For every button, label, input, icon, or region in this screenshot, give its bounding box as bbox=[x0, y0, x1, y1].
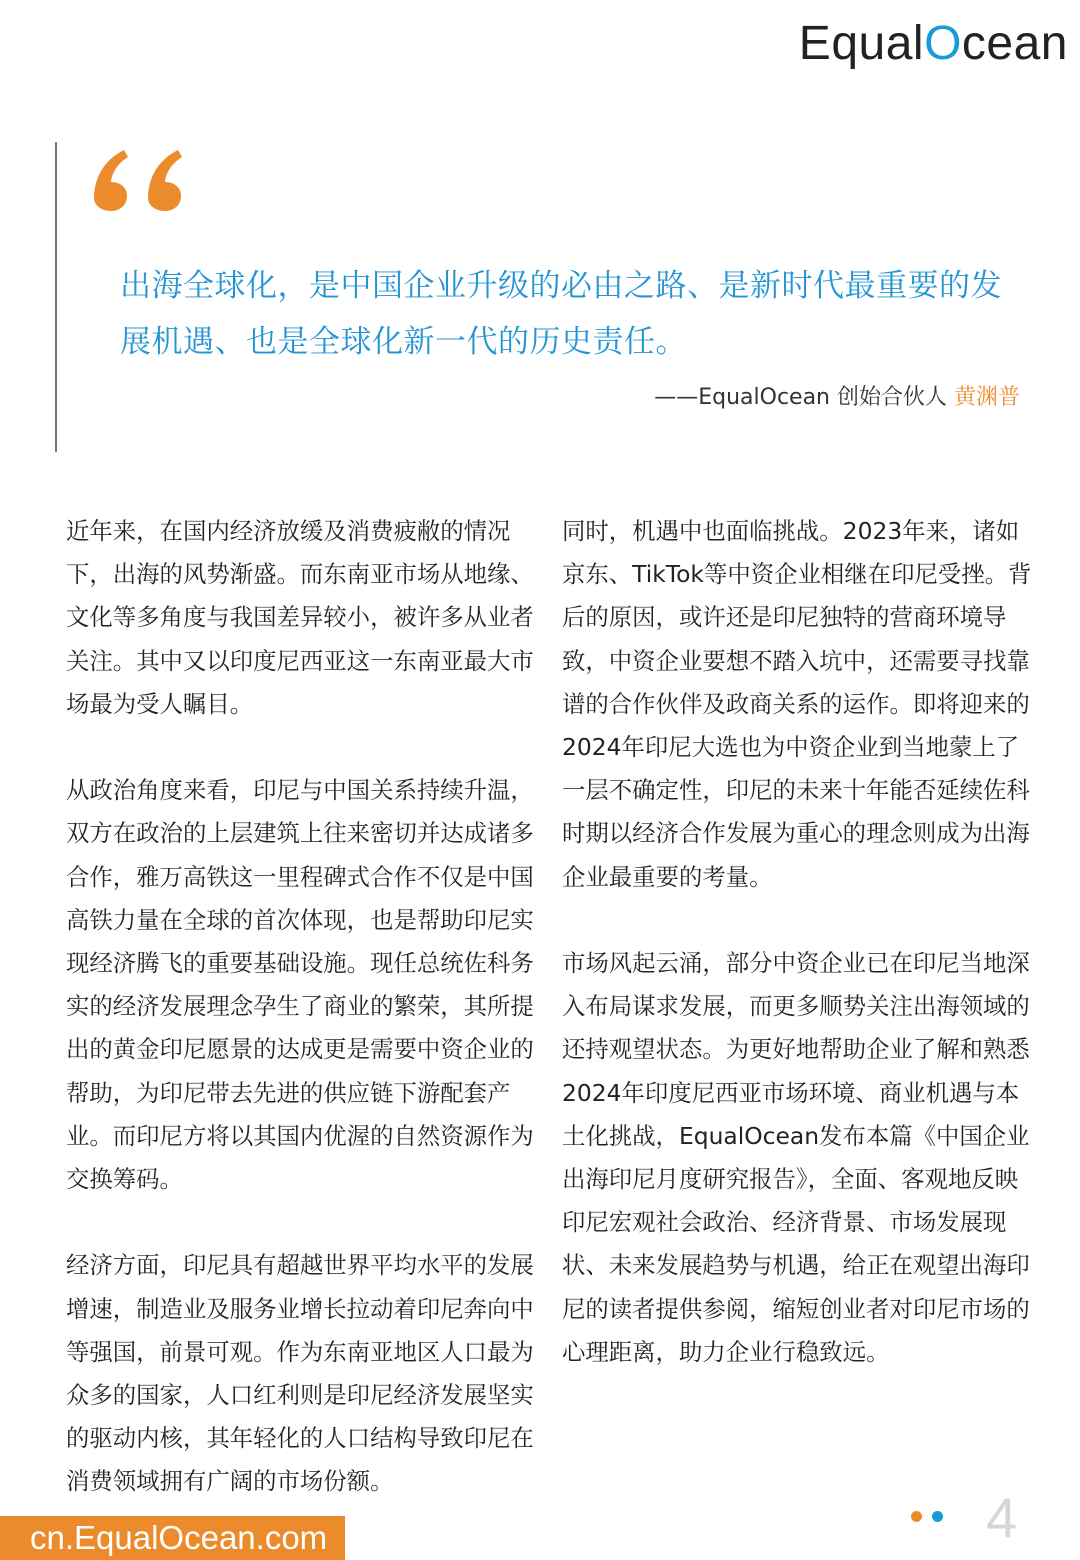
quote-side-bar bbox=[55, 142, 57, 452]
opening-quotation-mark-icon bbox=[90, 148, 192, 212]
body-paragraph: 市场风起云涌，部分中资企业已在印尼当地深入布局谋求发展，而更多顺势关注出海领域的还持观望状态。为更好地帮助企业了解和熟悉2024年印度尼西亚市场环境、商业机遇与本土化挑战，EqualOcean发布本篇《中国企业出海印尼月度研究报告》，全面、客观地反映印尼宏观社会政治、经济背景、市场发展现状、未来发展趋势与机遇，给正在观望出海印尼的读者提供参阅，缩短创业者对印尼市场的心理距离，助力企业行稳致远。 bbox=[562, 949, 1030, 1366]
page-dots bbox=[911, 1511, 943, 1523]
orange-dot-icon bbox=[911, 1511, 922, 1522]
page-number: 4 bbox=[986, 1486, 1018, 1549]
blue-dot-icon bbox=[932, 1511, 943, 1522]
footer-website-link[interactable]: cn.EqualOcean.com bbox=[30, 1519, 328, 1556]
body-paragraph: 近年来，在国内经济放缓及消费疲敝的情况下，出海的风势渐盛。而东南亚市场从地缘、文化等多角度与我国差异较小，被许多从业者关注。其中又以印度尼西亚这一东南亚最大市场最为受人瞩目。 bbox=[66, 517, 534, 718]
body-paragraph: 同时，机遇中也面临挑战。2023年来，诸如京东、TikTok等中资企业相继在印尼受挫。背后的原因，或许还是印尼独特的营商环境导致，中资企业要想不踏入坑中，还需要寻找靠谱的合作伙伴及政商关系的运作。即将迎来的2024年印尼大选也为中资企业到当地蒙上了一层不确定性，印尼的未来十年能否延续佐科时期以经济合作发展为重心的理念则成为出海企业最重要的考量。 bbox=[562, 517, 1032, 891]
body-column-left bbox=[66, 510, 536, 1504]
pull-quote-text: 出海全球化，是中国企业升级的必由之路、是新时代最重要的发展机遇、也是全球化新一代的历史责任。 bbox=[120, 268, 1002, 360]
body-paragraph: 经济方面，印尼具有超越世界平均水平的发展增速，制造业及服务业增长拉动着印尼奔向中等强国，前景可观。作为东南亚地区人口最为众多的国家，人口红利则是印尼经济发展坚实的驱动内核，其年轻化的人口结构导致印尼在消费领域拥有广阔的市场份额。 bbox=[66, 1251, 534, 1496]
footer-website-bar bbox=[0, 1516, 345, 1560]
equalocean-logo bbox=[799, 14, 1068, 74]
logo-accent-letter: O bbox=[924, 17, 962, 70]
attribution-prefix: ——EqualOcean 创始合伙人 bbox=[654, 385, 954, 410]
logo-prefix: Equal bbox=[798, 17, 925, 70]
attribution-name: 黄渊普 bbox=[953, 385, 1020, 410]
body-paragraph: 从政治角度来看，印尼与中国关系持续升温，双方在政治的上层建筑上往来密切并达成诸多合作，雅万高铁这一里程碑式合作不仅是中国高铁力量在全球的首次体现，也是帮助印尼实现经济腾飞的重要基础设施。现任总统佐科务实的经济发展理念孕生了商业的繁荣，其所提出的黄金印尼愿景的达成更是需要中资企业的帮助，为印尼带去先进的供应链下游配套产业。而印尼方将以其国内优渥的自然资源作为交换筹码。 bbox=[66, 776, 534, 1194]
quote-attribution bbox=[654, 381, 1020, 415]
logo-suffix: cean bbox=[961, 17, 1068, 70]
body-column-right bbox=[562, 510, 1032, 1374]
